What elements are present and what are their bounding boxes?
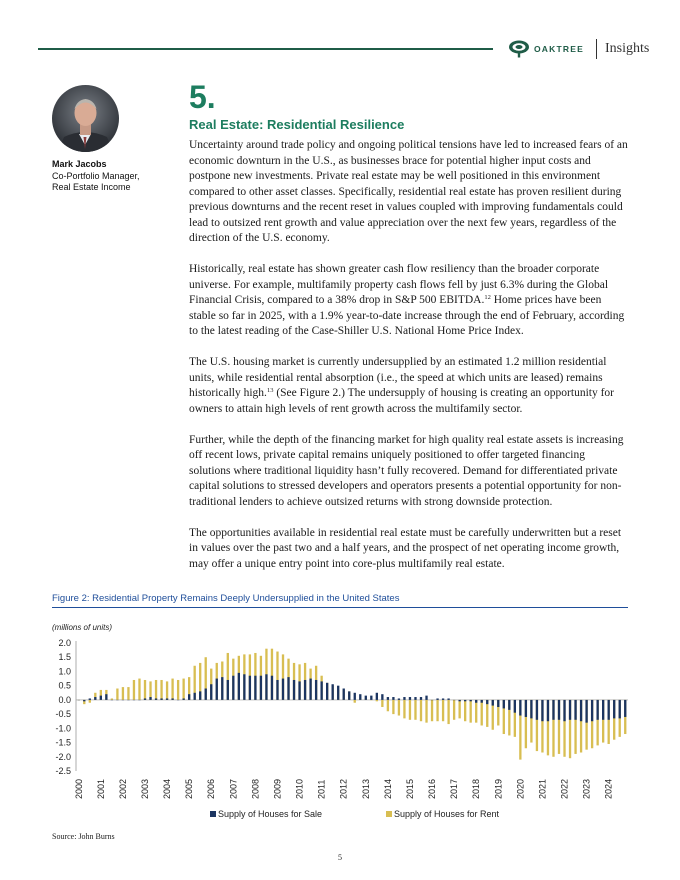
- x-tick-label: 2004: [162, 778, 173, 799]
- page-number: 5: [338, 853, 342, 862]
- sale-bar: [166, 698, 168, 699]
- rent-bar: [464, 700, 466, 721]
- sale-bar: [514, 700, 516, 713]
- sale-bar: [436, 698, 438, 699]
- rent-bar: [398, 700, 400, 716]
- sale-bar: [343, 689, 345, 700]
- x-tick-label: 2012: [338, 778, 349, 799]
- figure-title: Figure 2: Residential Property Remains Deeply Undersupplied in the United States: [52, 593, 400, 604]
- rent-bar: [436, 700, 438, 721]
- rent-bar: [138, 679, 140, 700]
- x-tick-label: 2006: [206, 778, 217, 799]
- sale-bar: [100, 696, 102, 700]
- sale-bar: [105, 694, 107, 700]
- sale-bar: [194, 693, 196, 700]
- sale-bar: [525, 700, 527, 717]
- header-rule: [38, 48, 493, 50]
- supply-chart: [38, 615, 638, 825]
- sale-bar: [205, 689, 207, 700]
- rent-bar: [442, 700, 444, 721]
- x-tick-label: 2009: [272, 778, 283, 799]
- rent-bar: [458, 700, 460, 718]
- y-axis-label: (millions of units): [52, 623, 113, 632]
- sale-bar: [503, 700, 505, 709]
- sale-bar: [276, 680, 278, 700]
- y-tick-label: 2.0: [58, 638, 71, 648]
- sale-bar: [602, 700, 604, 720]
- x-tick-label: 2020: [515, 778, 526, 799]
- sale-bar: [304, 680, 306, 700]
- sale-bar: [414, 697, 416, 700]
- rent-bar: [144, 680, 146, 700]
- paragraph-text: Home prices have been stable so far in 2025, with a 1.9% year-to-date increase through the end of February, according to the latest reading of the Case-Shiller U.S. National Home Price Index.: [189, 294, 625, 337]
- rent-bar: [447, 700, 449, 724]
- rent-bar: [133, 680, 135, 700]
- sale-bar: [585, 700, 587, 723]
- sale-bar: [309, 679, 311, 700]
- sale-bar: [409, 697, 411, 700]
- sale-bar: [243, 674, 245, 700]
- sale-bar: [447, 698, 449, 699]
- sale-bar: [536, 700, 538, 720]
- brand-wordmark: OAKTREE: [534, 44, 584, 54]
- author-portrait: [52, 85, 119, 152]
- sale-bar: [492, 700, 494, 706]
- sale-bar: [547, 700, 549, 721]
- rent-bar: [89, 700, 91, 703]
- sale-bar: [442, 698, 444, 699]
- sale-bar: [171, 698, 173, 699]
- rent-bar: [116, 689, 118, 700]
- sale-bar: [199, 691, 201, 700]
- sale-bar: [608, 700, 610, 720]
- sale-bar: [254, 676, 256, 700]
- sale-bar: [481, 700, 483, 703]
- sale-bar: [315, 680, 317, 700]
- paragraph: [189, 138, 629, 247]
- sale-bar: [552, 700, 554, 720]
- rent-bar: [155, 680, 157, 700]
- sale-bar: [354, 693, 356, 700]
- sale-bar: [470, 700, 472, 701]
- sale-bar: [332, 684, 334, 700]
- x-tick-label: 2016: [427, 778, 437, 799]
- sale-bar: [365, 696, 367, 700]
- y-tick-label: 0.5: [58, 680, 71, 691]
- sale-bar: [188, 694, 190, 700]
- sale-bar: [89, 698, 91, 699]
- sale-bar: [425, 696, 427, 700]
- rent-bar: [182, 679, 184, 700]
- y-tick-label: -0.5: [55, 709, 71, 720]
- sale-bar: [287, 677, 289, 700]
- publication-label: Insights: [604, 41, 650, 56]
- paragraph-text: Further, while the depth of the financing market for high quality real estate assets is increasing off recent lows, private capital remains uniquely positioned to offer targeted financing solutions where traditional liquidity hasn’t fully recovered. Demand for differentiated private capital solutions to stressed developers and operators presents a potential opportunity for non-traditional lenders to achieve outsized returns with strong downside protection.: [189, 433, 624, 508]
- x-tick-label: 2000: [73, 778, 84, 799]
- x-tick-label: 2003: [140, 778, 150, 799]
- sale-bar: [359, 694, 361, 700]
- author-team: Real Estate Income: [52, 182, 131, 192]
- sale-bar: [619, 700, 621, 718]
- sale-bar: [326, 683, 328, 700]
- legend-rent-label: Supply of Houses for Rent: [394, 809, 500, 819]
- x-tick-label: 2014: [382, 778, 393, 799]
- sale-bar: [580, 700, 582, 721]
- y-tick-label: 1.5: [58, 652, 71, 663]
- sale-bar: [298, 681, 300, 699]
- paragraph: [189, 526, 629, 573]
- sale-bar: [591, 700, 593, 721]
- sale-bar: [370, 696, 372, 700]
- rent-bar: [420, 700, 422, 721]
- rent-bar: [425, 700, 427, 723]
- sale-bar: [232, 676, 234, 700]
- sale-bar: [320, 681, 322, 699]
- rent-bar: [160, 680, 162, 700]
- sale-bar: [464, 700, 466, 701]
- paragraph: [189, 262, 629, 340]
- figure-source: Source: John Burns: [52, 832, 115, 841]
- x-tick-label: 2019: [493, 778, 504, 799]
- sale-bar: [155, 698, 157, 699]
- sale-bar: [569, 700, 571, 720]
- paragraph-text: The U.S. housing market is currently undersupplied by an estimated 1.2 million residential units, while residential rental absorption (i.e., the speed at which units are leased) remains historically high.: [189, 356, 607, 399]
- sale-bar: [486, 700, 488, 704]
- sale-bar: [216, 679, 218, 700]
- sale-bar: [265, 674, 267, 700]
- sale-bar: [238, 673, 240, 700]
- sale-bar: [83, 700, 85, 701]
- y-tick-label: -1.0: [55, 723, 71, 734]
- sale-bar: [221, 677, 223, 700]
- rent-bar: [470, 700, 472, 723]
- author-name: Mark Jacobs: [52, 159, 107, 169]
- rent-bar: [381, 700, 383, 707]
- sale-bar: [182, 698, 184, 699]
- chart-svg: [38, 615, 638, 825]
- legend-sale-label: Supply of Houses for Sale: [218, 809, 323, 819]
- footnote-ref: 13: [266, 387, 274, 394]
- x-tick-label: 2015: [405, 778, 415, 799]
- rent-bar: [481, 700, 483, 726]
- rent-bar: [414, 700, 416, 720]
- rent-bar: [177, 680, 179, 700]
- sale-bar: [508, 700, 510, 710]
- logo-divider: [596, 39, 597, 59]
- paragraph-text: Uncertainty around trade policy and ongoing political tensions have led to increased fears of an economic downturn in the U.S., as businesses brace for potential higher input costs and postpone new investments. Private real estate may be well positioned in this environment compared to other asset classes. Specifically, residential real estate has proven resilient during previous downturns and the recent reset in values coupled with improving fundamentals could lead to outsized rent growth and value appreciation over the next few years, regardless of the direction of the U.S. economy.: [189, 139, 628, 244]
- paragraph: [189, 355, 629, 417]
- x-tick-label: 2017: [449, 778, 460, 799]
- sale-bar: [381, 694, 383, 700]
- figure-rule: [52, 607, 628, 608]
- y-tick-label: 1.0: [58, 666, 71, 677]
- x-tick-label: 2008: [250, 778, 261, 799]
- rent-bar: [392, 700, 394, 714]
- x-tick-label: 2018: [471, 778, 482, 799]
- paragraph-text: (See Figure 2.) The undersupply of housing is creating an opportunity for owners to attain high levels of rent growth across the multifamily sector.: [189, 387, 615, 415]
- x-tick-label: 2024: [603, 778, 614, 799]
- sale-bar: [376, 693, 378, 700]
- x-tick-label: 2022: [559, 778, 570, 799]
- rent-bar: [431, 700, 433, 721]
- paragraph-text: The opportunities available in residential real estate must be carefully underwritten but a reset in values over the past two and a half years, and the prospect of net operating income growth, may offer a unique entry point into core-plus multifamily real estate.: [189, 526, 622, 570]
- sale-bar: [403, 697, 405, 700]
- x-tick-label: 2002: [117, 778, 128, 799]
- footnote-ref: 12: [484, 294, 491, 301]
- rent-bar: [171, 679, 173, 700]
- x-tick-label: 2021: [537, 778, 548, 799]
- x-tick-label: 2013: [360, 778, 371, 799]
- sale-bar: [475, 700, 477, 703]
- sale-bar: [160, 698, 162, 699]
- author-role: Co-Portfolio Manager,: [52, 170, 140, 181]
- rent-bar: [111, 698, 113, 699]
- paragraph: [189, 433, 629, 511]
- sale-bar: [624, 700, 626, 717]
- sale-bar: [497, 700, 499, 707]
- sale-bar: [337, 686, 339, 700]
- rent-bar: [409, 700, 411, 720]
- oak-tree-icon: [508, 40, 530, 58]
- rent-bar: [387, 700, 389, 711]
- sale-bar: [519, 700, 521, 716]
- rent-bar: [376, 700, 378, 701]
- rent-bar: [122, 687, 124, 700]
- paragraph-text: Historically, real estate has shown greater cash flow resiliency than the broader corporate universe. For example, multifamily property cash flows fell by just 6.3% during the Global Financial Crisis, compared to a 38% drop in S&P 500 EBITDA.: [189, 263, 609, 306]
- sale-bar: [149, 697, 151, 700]
- brand-header: [508, 39, 649, 59]
- sale-bar: [420, 697, 422, 700]
- sale-bar: [227, 680, 229, 700]
- y-tick-label: -1.5: [55, 737, 71, 748]
- rent-bar: [475, 700, 477, 723]
- section-number: 5.: [189, 79, 216, 115]
- y-tick-label: -2.5: [55, 766, 71, 776]
- rent-bar: [127, 687, 129, 700]
- author-block: [52, 159, 140, 194]
- x-tick-label: 2023: [581, 778, 592, 799]
- rent-bar: [166, 681, 168, 699]
- rent-bar: [403, 700, 405, 718]
- sale-bar: [387, 697, 389, 700]
- sale-bar: [398, 698, 400, 699]
- sale-bar: [541, 700, 543, 721]
- sale-bar: [530, 700, 532, 718]
- legend-sale-swatch: [210, 811, 216, 817]
- sale-bar: [249, 676, 251, 700]
- section-title: Real Estate: Residential Resilience: [189, 117, 405, 132]
- sale-bar: [613, 700, 615, 718]
- sale-bar: [348, 691, 350, 700]
- x-tick-label: 2005: [184, 778, 195, 799]
- sale-bar: [558, 700, 560, 720]
- article-body: [189, 138, 629, 588]
- sale-bar: [271, 676, 273, 700]
- y-tick-label: -2.0: [55, 751, 71, 762]
- legend-rent-swatch: [386, 811, 392, 817]
- sale-bar: [210, 684, 212, 700]
- sale-bar: [563, 700, 565, 721]
- sale-bar: [293, 680, 295, 700]
- sale-bar: [392, 697, 394, 700]
- y-tick-label: 0.0: [58, 694, 71, 705]
- x-tick-label: 2001: [95, 778, 106, 799]
- x-tick-label: 2007: [228, 778, 239, 799]
- x-tick-label: 2010: [294, 778, 305, 799]
- sale-bar: [94, 697, 96, 700]
- sale-bar: [596, 700, 598, 720]
- sale-bar: [574, 700, 576, 720]
- sale-bar: [458, 700, 460, 701]
- sale-bar: [282, 679, 284, 700]
- x-tick-label: 2011: [316, 779, 327, 799]
- rent-bar: [453, 700, 455, 720]
- sale-bar: [144, 698, 146, 699]
- sale-bar: [260, 676, 262, 700]
- rent-bar: [354, 700, 356, 703]
